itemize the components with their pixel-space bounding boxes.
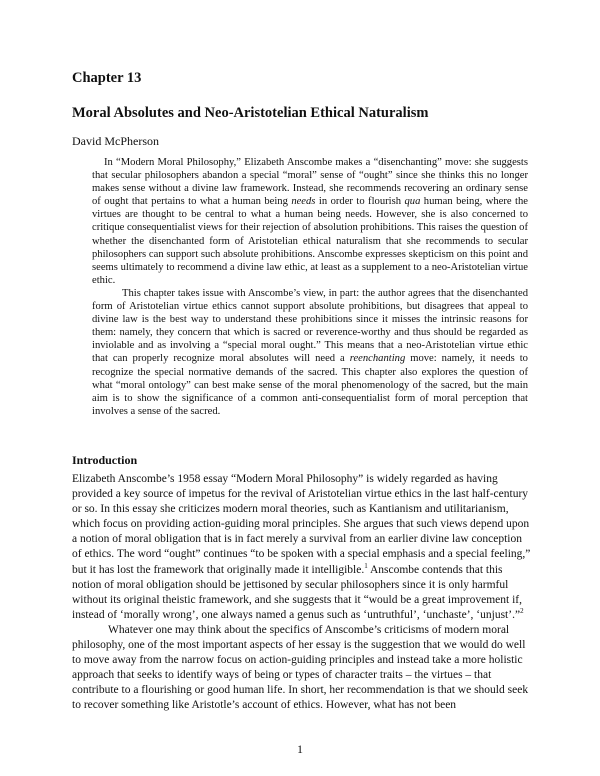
abstract-text: In “Modern Moral Philosophy,” Elizabeth Anscombe makes a “disenchanting” move: she suggests that secular philosophers abandon a special “moral” sense of “ought” since she thinks this no longer makes sense without a divine law framework. Instead, she recommends recovering an ordinary sense of ought that pertains to what a human being — [92, 157, 528, 208]
section-heading: Introduction — [72, 453, 138, 467]
emphasis-text: needs — [291, 196, 316, 208]
body-text-run: Anscombe contends that this notion of moral obligation should be jettisoned by secular philosophers since it is only harmful without its original theistic framework, and she suggests that it “would be a great improvement if, instead of ‘morally wrong’, one always named a genus such as ‘untruthful’, ‘unchaste’, ‘unjust’.” — [72, 563, 522, 621]
author-name: David McPherson — [72, 134, 159, 148]
chapter-title: Moral Absolutes and Neo-Aristotelian Ethical Naturalism — [72, 105, 429, 121]
body-paragraph — [72, 472, 532, 623]
footnote-marker[interactable]: 2 — [520, 607, 524, 616]
abstract — [92, 156, 528, 418]
body-text-run: Elizabeth Anscombe’s 1958 essay “Modern Moral Philosophy” is widely regarded as having provided a key source of impetus for the revival of Aristotelian virtue ethics in the last half-century or so. In this essay she criticizes modern moral theories, such as Kantianism and utilitarianism, which focus on providing action-guiding moral principles. She argues that such views depend upon a notion of moral obligation that is in fact merely a survival from an earlier divine law conception of ethics. The word “ought” continues “to be spoken with a special emphasis and a special feeling,” but it has lost the framework that originally made it intelligible. — [72, 473, 531, 576]
footnote-marker[interactable]: 1 — [364, 561, 368, 570]
body-paragraph: Whatever one may think about the specifics of Anscombe’s criticisms of modern moral philosophy, one of the most important aspects of her essay is the suggestion that we would do well to move away from the narrow focus on action-guiding principles and instead take a more holistic approach that seeks to identify ways of being or types of character traits – the virtues – that contribute to a flourishing or good human life. In short, her recommendation is that we should seek to recover something like Aristotle’s account of ethics. However, what has not been — [72, 623, 529, 712]
emphasis-text: qua — [404, 196, 421, 208]
page-number: 1 — [297, 742, 303, 756]
abstract-text: This chapter takes issue with Anscombe’s view, in part: the author agrees that the disenchanted form of Aristotelian virtue ethics cannot support absolute prohibitions, but disagrees that appeal to divine law is the best way to understand these prohibitions since it misses the intrinsic reasons for them: namely, they concern that which is sacred or reverence-worthy and thus should be regarded as inviolable and as involving a “special moral ought.” This means that a neo-Aristotelian virtue ethic that can properly recognize moral absolutes will need a — [92, 287, 528, 365]
abstract-text: human being, where the virtues are thought to be central to what a human being needs. However, she is also concerned to critique consequentialist views for their rejection of absolution prohibitions. This raises the question of whether the disenchanted form of Aristotelian ethical naturalism that she recommends to secular philosophers can support such absolute prohibitions. Anscombe expresses skepticism on this point and seems ultimately to recommend a divine law ethic, at least as a supplement to a neo-Aristotelian virtue ethic. — [92, 196, 528, 286]
emphasis-text: reenchanting — [349, 353, 406, 365]
body-text — [72, 472, 532, 714]
abstract-paragraph — [92, 287, 528, 418]
abstract-text: move: namely, it needs to recognize the special normative demands of the sacred. This chapter also explores the question of what “moral ontology” can best make sense of the moral phenomenology of the sacred, but the main aim is to show the significance of a common anti-consequentialist form of moral perception that involves a sense of the sacred. — [92, 353, 528, 417]
abstract-paragraph — [92, 156, 528, 287]
chapter-label: Chapter 13 — [72, 70, 142, 86]
abstract-text: in order to flourish — [315, 196, 405, 208]
